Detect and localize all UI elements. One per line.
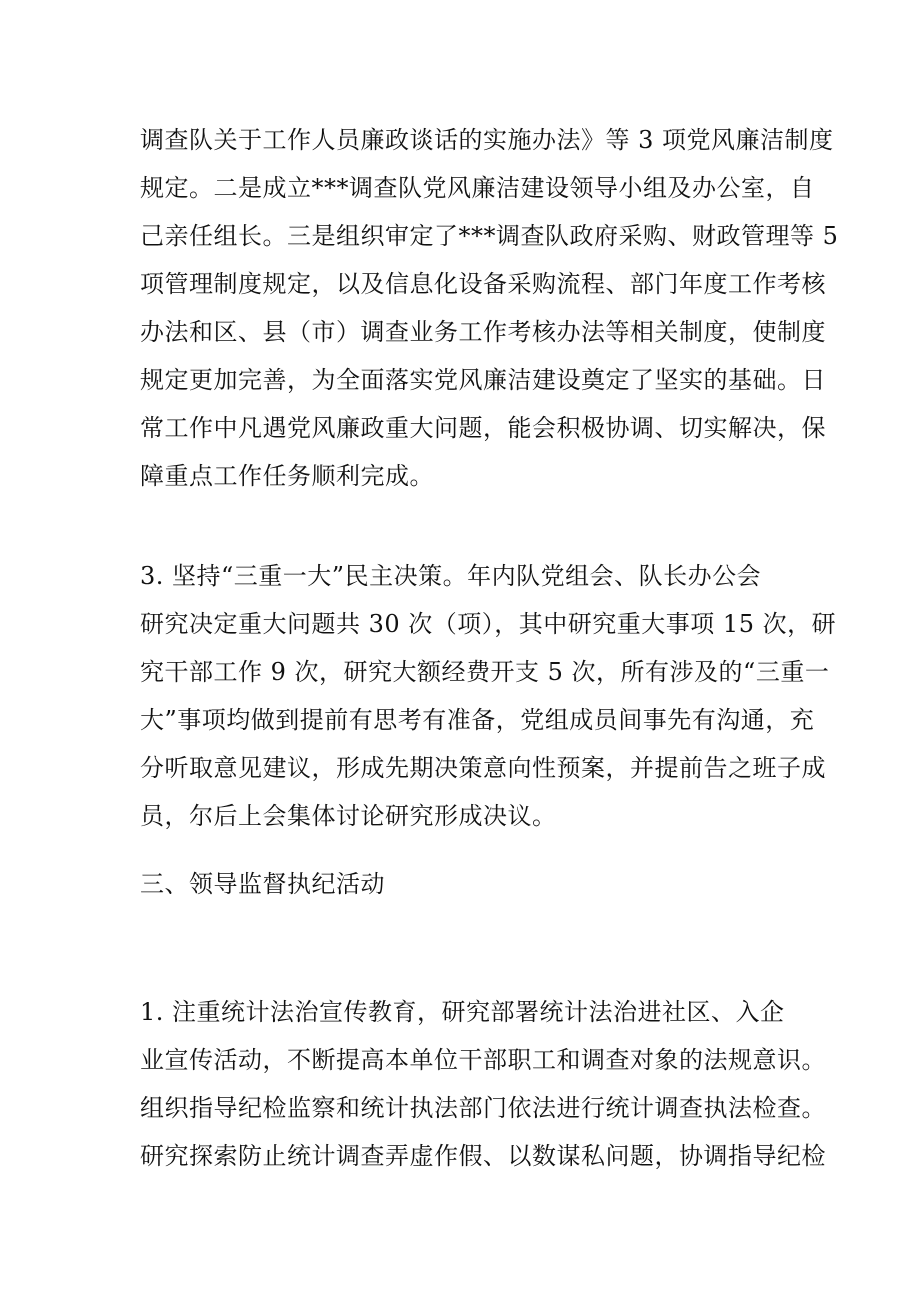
text-line: 大”事项均做到提前有思考有准备，党组成员间事先有沟通，充 bbox=[140, 706, 815, 734]
paragraph-statistics-law-education bbox=[140, 988, 826, 1180]
paragraph-party-conduct-rules bbox=[140, 116, 839, 500]
text-line: 办法和区、县（市）调查业务工作考核办法等相关制度，使制度 bbox=[140, 318, 826, 346]
text-line: 研究决定重大问题共 30 次（项），其中研究重大事项 15 次，研 bbox=[140, 610, 837, 638]
text-line: 规定。二是成立***调查队党风廉洁建设领导小组及办公室，自 bbox=[140, 174, 815, 202]
text-line: 规定更加完善，为全面落实党风廉洁建设奠定了坚实的基础。日 bbox=[140, 366, 826, 394]
text-line: 常工作中凡遇党风廉政重大问题，能会积极协调、切实解决，保 bbox=[140, 414, 826, 442]
text-line: 究干部工作 9 次，研究大额经费开支 5 次，所有涉及的“三重一 bbox=[140, 658, 830, 686]
paragraph-three-important-one-large bbox=[140, 552, 837, 840]
text-line: 障重点工作任务顺利完成。 bbox=[140, 462, 434, 490]
text-line: 研究探索防止统计调查弄虚作假、以数谋私问题，协调指导纪检 bbox=[140, 1142, 826, 1170]
text-line: 调查队关于工作人员廉政谈话的实施办法》等 3 项党风廉洁制度 bbox=[140, 126, 834, 154]
text-line: 组织指导纪检监察和统计执法部门依法进行统计调查执法检查。 bbox=[140, 1094, 826, 1122]
text-line: 己亲任组长。三是组织审定了***调查队政府采购、财政管理等 5 bbox=[140, 222, 839, 250]
text-line: 员，尔后上会集体讨论研究形成决议。 bbox=[140, 802, 557, 830]
section-title: 三、领导监督执纪活动 bbox=[140, 870, 385, 898]
text-line: 项管理制度规定，以及信息化设备采购流程、部门年度工作考核 bbox=[140, 270, 826, 298]
text-line: 分听取意见建议，形成先期决策意向性预案，并提前告之班子成 bbox=[140, 754, 826, 782]
text-line: 业宣传活动，不断提高本单位干部职工和调查对象的法规意识。 bbox=[140, 1046, 826, 1074]
text-line: 1. 注重统计法治宣传教育，研究部署统计法治进社区、入企 bbox=[140, 998, 785, 1026]
section-heading bbox=[140, 860, 780, 908]
text-line: 3. 坚持“三重一大”民主决策。年内队党组会、队长办公会 bbox=[140, 562, 762, 590]
